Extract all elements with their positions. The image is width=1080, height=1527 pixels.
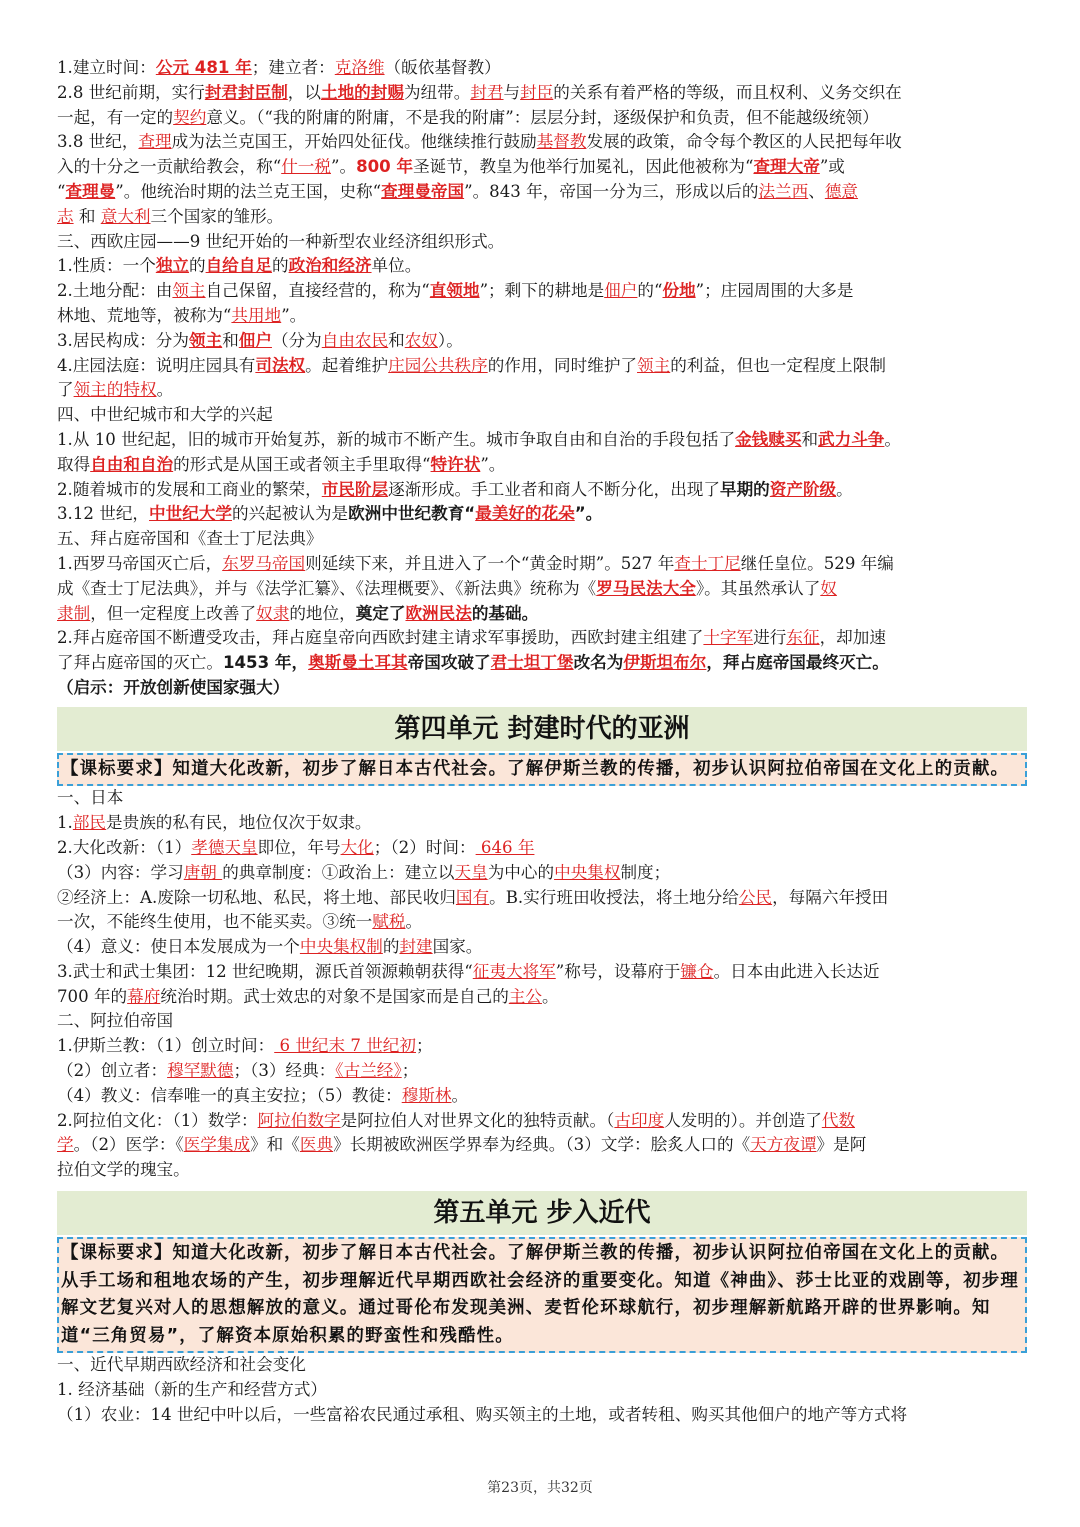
section-heading: 五、拜占庭帝国和《查士丁尼法典》	[57, 529, 323, 549]
text-line: 3.居民构成：分为领主和佃户（分为自由农民和农奴）。	[57, 330, 463, 350]
key-term: 646 年	[475, 837, 535, 857]
key-term: 查理大帝	[753, 157, 820, 177]
text-line: 2.8 世纪前期，实行封君封臣制，以土地的封赐为纽带。封君与封臣的关系有着严格的等级，而且权利、义务交织在	[57, 82, 902, 102]
curriculum-requirement-box	[57, 1237, 1027, 1353]
document-page	[57, 56, 1027, 1428]
key-term: 征夷大将军	[472, 961, 556, 981]
key-term: 金钱赎买	[735, 429, 802, 449]
key-term: 中世纪大学	[149, 504, 232, 524]
key-term: 隶制	[57, 603, 91, 623]
key-term: 穆斯林	[401, 1085, 452, 1105]
key-term: 古印度	[614, 1110, 665, 1130]
key-term: 封君封臣制	[204, 82, 288, 102]
text-line: 1.从 10 世纪起，旧的城市开始复苏，新的城市不断产生。城市争取自由和自治的手段包括了金钱赎买和武力斗争。	[57, 429, 901, 449]
requirement-text: 【课标要求】知道大化改新，初步了解日本古代社会。了解伊斯兰教的传播，初步认识阿拉伯帝国在文化上的贡献。	[61, 1243, 1010, 1264]
key-term: 封君	[470, 82, 504, 102]
key-term: 特许状	[430, 454, 481, 474]
text-line: 一起，有一定的契约意义。（“我的附庸的附庸，不是我的附庸”：层层分封，逐级保护和负责，但不能越级统领）	[57, 107, 879, 127]
key-term: 农奴	[404, 330, 438, 350]
key-term: 孝德天皇	[191, 837, 258, 857]
key-term: 国有	[455, 887, 490, 907]
key-term: 佃户	[604, 281, 638, 301]
key-term: 查理	[138, 132, 172, 152]
key-term: 意大利	[100, 206, 151, 226]
text-line: 1.部民是贵族的私有民，地位仅次于奴隶。	[57, 813, 372, 833]
key-term: 佃户	[238, 330, 272, 350]
key-term: 自给自足	[205, 256, 272, 276]
key-term: 大化	[340, 837, 374, 857]
key-term: 镰仓	[680, 961, 714, 981]
key-term: 代数	[821, 1110, 855, 1130]
key-term: 武力斗争	[818, 429, 885, 449]
key-term: 中央集权	[554, 862, 621, 882]
text-line: （3）内容：学习唐朝 的典章制度：①政治上：建立以天皇为中心的中央集权制度；	[57, 862, 671, 882]
key-term: 部民	[72, 813, 107, 833]
text-line: 2.土地分配：由领主自己保留，直接经营的，称为“直领地”；剩下的耕地是佃户的“份地”；庄园周围的大多是	[57, 281, 854, 301]
key-term: 庄园公共秩序	[388, 355, 488, 375]
key-term: 欧洲民法	[405, 603, 472, 623]
text-line: 拉伯文学的瑰宝。	[57, 1160, 190, 1180]
key-term: 资产阶级	[769, 479, 837, 499]
key-term: 伊斯坦布尔	[623, 653, 707, 673]
key-term: 土地的封赐	[320, 82, 404, 102]
section-heading: 四、中世纪城市和大学的兴起	[57, 405, 273, 425]
key-term: 政治和经济	[288, 256, 372, 276]
key-term: 查理曼	[65, 181, 116, 201]
key-term: 司法权	[255, 355, 306, 375]
key-term: 公元 481 年	[155, 58, 252, 77]
text-line: 2.阿拉伯文化：（1）数学：阿拉伯数字是阿拉伯人对世界文化的独特贡献。（古印度人发明的）。并创造了代数	[57, 1110, 855, 1130]
text-line: 成《查士丁尼法典》，并与《法学汇纂》、《法理概要》、《新法典》统称为《罗马民法大全》。其虽然承认了奴	[57, 578, 837, 598]
key-term: 6 世纪末 7 世纪初	[274, 1036, 416, 1056]
text-line: 1. 经济基础（新的生产和经营方式）	[57, 1380, 328, 1400]
section-heading: 二、阿拉伯帝国	[57, 1011, 174, 1031]
text-line: ②经济上：A.废除一切私地、私民，将土地、部民收归国有。B.实行班田收授法，将土地分给公民，每隔六年授田	[57, 887, 889, 907]
key-term: 幕府	[127, 986, 161, 1006]
text-line: 了拜占庭帝国的灭亡。1453 年，奥斯曼土耳其帝国攻破了君士坦丁堡改名为伊斯坦布尔，拜占庭帝国最终灭亡。	[57, 653, 889, 673]
key-term: 查士丁尼	[674, 553, 741, 573]
key-term: 赋税	[372, 912, 406, 932]
text-line: 取得自由和自治的形式是从国王或者领主手里取得“特许状”。	[57, 454, 506, 474]
key-term: 医学集成	[183, 1135, 251, 1155]
key-term: 领主	[637, 355, 671, 375]
key-term: 学	[57, 1135, 74, 1155]
key-term: 克洛维	[334, 58, 385, 77]
page-number: 第23页，共32页	[487, 1480, 593, 1496]
insight-note: （启示：开放创新使国家强大）	[57, 677, 290, 697]
key-term: 医典	[299, 1135, 334, 1155]
key-term: 中央集权制	[299, 937, 383, 957]
key-term: 800 年	[356, 157, 414, 177]
section-heading: 三、西欧庄园——9 世纪开始的一种新型农业经济组织形式。	[57, 231, 505, 251]
requirement-text: 从手工场和租地农场的产生，初步理解近代早期西欧社会经济的重要变化。知道《神曲》、莎士比亚的戏剧等，初步理解文艺复兴对人的思想解放的意义。通过哥伦布发现美洲、麦哲伦环球航行，初步理解新航路开辟的世界影响。知道“三角贸易”，了解资本原始积累的野蛮性和残酷性。	[61, 1270, 1020, 1346]
key-term: 基督教	[536, 132, 587, 152]
key-term: 份地	[662, 281, 696, 301]
key-term: 领主	[172, 281, 206, 301]
text-line: 1.建立时间：公元 481 年；建立者：克洛维（皈依基督教）	[57, 58, 501, 77]
key-term: 共用地	[231, 305, 282, 325]
key-term: 公民	[738, 887, 773, 907]
key-term: 独立	[155, 256, 189, 276]
text-line: （4）教义：信奉唯一的真主安拉；（5）教徒：穆斯林。	[57, 1085, 469, 1105]
text-line: 700 年的幕府统治时期。武士效忠的对象不是国家而是自己的主公。	[57, 986, 559, 1006]
key-term: 奴隶	[256, 603, 290, 623]
text-line: 志 和 意大利三个国家的雏形。	[57, 206, 284, 226]
key-term: 直领地	[429, 281, 480, 301]
key-term: 封建	[399, 937, 433, 957]
text-line: （1）农业：14 世纪中叶以后，一些富裕农民通过承租、购买领主的土地，或者转租、购买其他佃户的地产等方式将	[57, 1405, 908, 1425]
text-line: 入的十分之一贡献给教会，称“什一税”。800 年圣诞节，教皇为他举行加冕礼，因此他被称为“查理大帝”或	[57, 157, 845, 177]
key-term: 法兰西	[758, 181, 809, 201]
key-term: 唐朝	[183, 862, 223, 882]
key-term: 查理曼帝国	[381, 181, 465, 201]
key-term: 领主的特权	[73, 380, 157, 400]
key-term: 阿拉伯数字	[257, 1110, 341, 1130]
text-line: 1.伊斯兰教：（1）创立时间： 6 世纪末 7 世纪初；	[57, 1036, 433, 1056]
text-line: 1.性质：一个独立的自给自足的政治和经济单位。	[57, 256, 422, 276]
text-line: 3.8 世纪，查理成为法兰克国王，开始四处征伐。他继续推行鼓励基督教发展的政策，命令每个教区的人民把每年收	[57, 132, 902, 152]
text-line: 2.随着城市的发展和工商业的繁荣，市民阶层逐渐形成。手工业者和商人不断分化，出现了早期的资产阶级。	[57, 479, 853, 499]
text-line: 3.武士和武士集团：12 世纪晚期，源氏首领源赖朝获得“征夷大将军”称号，设幕府于镰仓。日本由此进入长达近	[57, 961, 880, 981]
text-line: 了领主的特权。	[57, 380, 174, 400]
curriculum-requirement-box: 【课标要求】知道大化改新，初步了解日本古代社会。了解伊斯兰教的传播，初步认识阿拉伯帝国在文化上的贡献。	[57, 753, 1027, 787]
text-line: （2）创立者：穆罕默德；（3）经典：《古兰经》；	[57, 1061, 419, 1081]
unit-title-bar: 第五单元 步入近代	[57, 1191, 1027, 1235]
key-term: 《古兰经》	[335, 1061, 402, 1081]
text-line: 一次，不能终生使用，也不能买卖。③统一赋税。	[57, 912, 423, 932]
text-line: 2.拜占庭帝国不断遭受攻击，拜占庭皇帝向西欧封建主请求军事援助，西欧封建主组建了十字军进行东征，却加速	[57, 628, 886, 648]
text-line: 隶制，但一定程度上改善了奴隶的地位，奠定了欧洲民法的基础。	[57, 603, 539, 623]
text-line: 1.西罗马帝国灭亡后，东罗马帝国则延续下来，并且进入了一个“黄金时期”。527 年查士丁尼继任皇位。529 年编	[57, 553, 894, 573]
unit-title-bar: 第四单元 封建时代的亚洲	[57, 707, 1027, 751]
key-term: 十字军	[703, 628, 754, 648]
key-term: 契约	[173, 107, 207, 127]
key-term: 最美好的花朵	[475, 504, 575, 524]
text-line: 3.12 世纪，中世纪大学的兴起被认为是欧洲中世纪教育“最美好的花朵”。	[57, 504, 603, 524]
key-term: 主公	[508, 986, 542, 1006]
key-term: 奴	[820, 578, 837, 598]
section-heading: 一、近代早期西欧经济和社会变化	[57, 1355, 306, 1375]
key-term: 穆罕默德	[167, 1061, 234, 1081]
key-term: 奥斯曼土耳其	[308, 653, 408, 673]
key-term: 德意	[824, 181, 859, 201]
key-term: 自由农民	[321, 330, 389, 350]
key-term: 领主	[189, 330, 223, 350]
key-term: 天方夜谭	[750, 1135, 817, 1155]
key-term: 天皇	[454, 862, 488, 882]
text-line: 4.庄园法庭：说明庄园具有司法权。起着维护庄园公共秩序的作用，同时维护了领主的利益，但也一定程度上限制	[57, 355, 886, 375]
section-heading: 一、日本	[57, 788, 124, 808]
key-term: 东罗马帝国	[222, 553, 306, 573]
key-term: 什一税	[281, 157, 331, 177]
text-line: 2.大化改新：（1）孝德天皇即位，年号大化；（2）时间： 646 年	[57, 837, 535, 857]
key-term: 志	[57, 206, 74, 226]
key-term: 自由和自治	[90, 454, 174, 474]
text-line: 林地、荒地等，被称为“共用地”。	[57, 305, 307, 325]
text-line: “查理曼”。他统治时期的法兰克王国，史称“查理曼帝国”。843 年，帝国一分为三，形成以后的法兰西、德意	[57, 181, 859, 201]
key-term: 罗马民法大全	[596, 578, 696, 598]
text-line: 学。（2）医学：《医学集成》和《医典》长期被欧洲医学界奉为经典。（3）文学：脍炙人口的《天方夜谭》是阿	[57, 1135, 867, 1155]
key-term: 封臣	[520, 82, 554, 102]
key-term: 市民阶层	[321, 479, 389, 499]
text-line: （4）意义：使日本发展成为一个中央集权制的封建国家。	[57, 937, 483, 957]
key-term: 东征	[786, 628, 820, 648]
key-term: 君士坦丁堡	[490, 653, 574, 673]
